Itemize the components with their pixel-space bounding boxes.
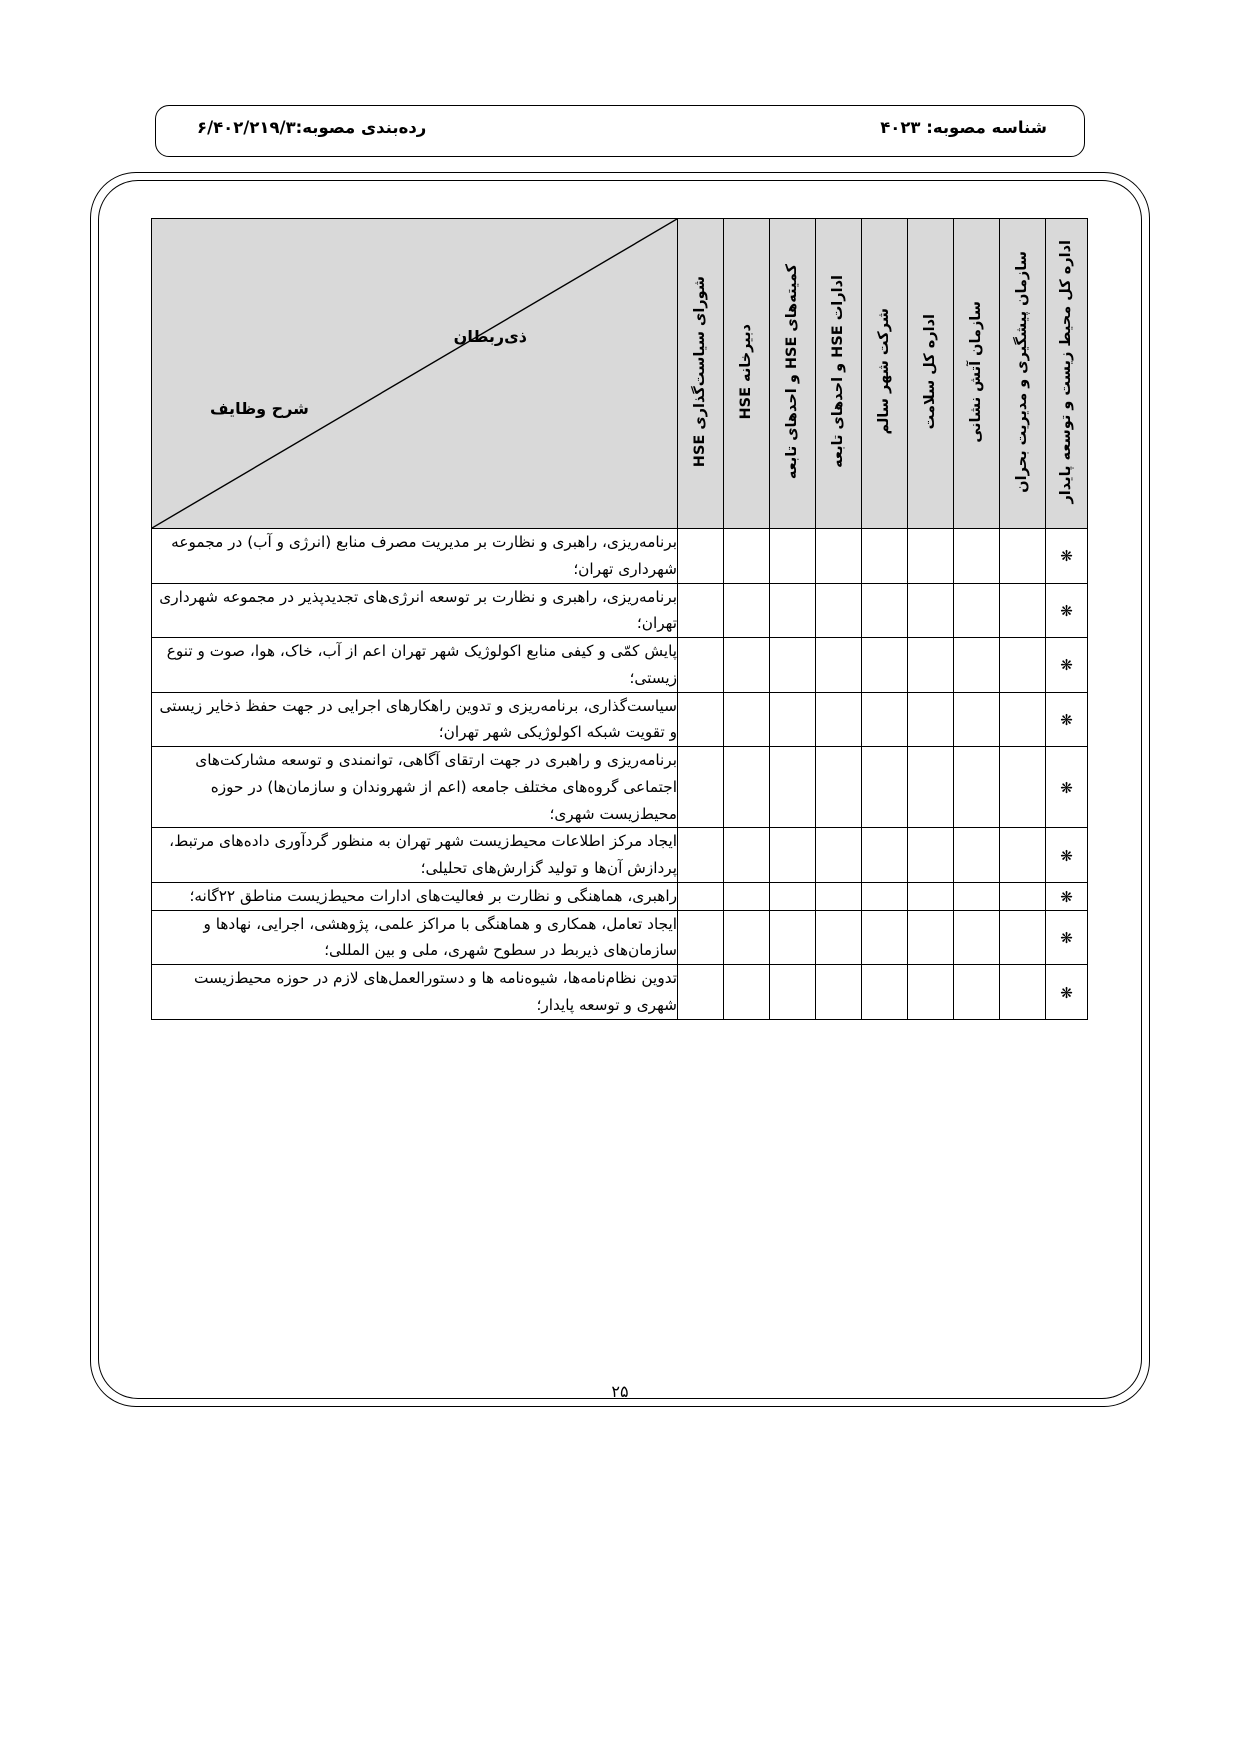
- cell-col_health: [908, 692, 954, 747]
- cell-col_health: [908, 529, 954, 584]
- cell-col_env: [1046, 910, 1088, 965]
- mark-symbol: ❋: [1060, 928, 1073, 947]
- cell-col_health: [908, 828, 954, 883]
- cell-col_crisis: [1000, 747, 1046, 828]
- cell-col_company: [862, 529, 908, 584]
- cell-col_policy_council: [678, 828, 724, 883]
- cell-col_company: [862, 747, 908, 828]
- cell-col_crisis: [1000, 638, 1046, 693]
- cell-col_crisis: [1000, 583, 1046, 638]
- mark-symbol: ❋: [1060, 983, 1073, 1002]
- table-row: [152, 529, 1088, 584]
- column-header-col_crisis: [1000, 219, 1046, 529]
- header-approval-id: شناسه مصوبه: ۴۰۲۳: [880, 118, 1047, 137]
- cell-col_hse_units: [816, 638, 862, 693]
- cell-col_policy_council: [678, 747, 724, 828]
- mark-symbol: ❋: [1060, 656, 1073, 675]
- duties-table-container: [152, 218, 1088, 1020]
- cell-col_policy_council: [678, 692, 724, 747]
- cell-col_hse_units: [816, 529, 862, 584]
- mark-symbol: ❋: [1060, 778, 1073, 797]
- diagonal-divider-icon: [152, 219, 677, 528]
- cell-col_policy_council: [678, 965, 724, 1020]
- duty-description: ایجاد تعامل، همکاری و هماهنگی با مراکز علمی، پژوهشی، اجرایی، نهادها و سازمان‌های ذیربط در سطوح شهری، ملی و بین المللی؛: [152, 910, 678, 965]
- cell-col_hse_secretariat: [724, 638, 770, 693]
- corner-label-stakeholders: ذی‌ربطان: [453, 327, 527, 346]
- cell-col_fire: [954, 529, 1000, 584]
- table-row: [152, 910, 1088, 965]
- cell-col_env: [1046, 882, 1088, 910]
- cell-col_hse_secretariat: [724, 747, 770, 828]
- cell-col_policy_council: [678, 910, 724, 965]
- cell-col_health: [908, 638, 954, 693]
- cell-col_hse_units: [816, 910, 862, 965]
- duty-description: تدوین نظام‌نامه‌ها، شیوه‌نامه ها و دستورالعمل‌های لازم در حوزه محیط‌زیست شهری و توسعه پایدار؛: [152, 965, 678, 1020]
- table-row: [152, 747, 1088, 828]
- cell-col_company: [862, 965, 908, 1020]
- cell-col_crisis: [1000, 692, 1046, 747]
- mark-symbol: ❋: [1060, 710, 1073, 729]
- table-row: [152, 828, 1088, 883]
- cell-col_hse_committees: [770, 692, 816, 747]
- cell-col_policy_council: [678, 583, 724, 638]
- column-header-col_env: [1046, 219, 1088, 529]
- cell-col_company: [862, 882, 908, 910]
- table-row: [152, 692, 1088, 747]
- cell-col_fire: [954, 910, 1000, 965]
- table-head: [152, 219, 1088, 529]
- duty-description: برنامه‌ریزی و راهبری در جهت ارتقای آگاهی، توانمندی و توسعه مشارکت‌های اجتماعی گروه‌های مختلف جامعه (اعم از شهروندان و سازمان‌ها) در حوزه محیط‌زیست شهری؛: [152, 747, 678, 828]
- cell-col_company: [862, 910, 908, 965]
- document-header: [155, 105, 1085, 157]
- column-header-label: اداره کل محیط زیست و توسعه پایدار: [1058, 239, 1075, 504]
- table-row: [152, 882, 1088, 910]
- header-approval-classification: رده‌بندی مصوبه:۶/۴۰۲/۲۱۹/۳: [197, 118, 427, 137]
- cell-col_fire: [954, 828, 1000, 883]
- cell-col_policy_council: [678, 882, 724, 910]
- cell-col_hse_units: [816, 747, 862, 828]
- cell-col_fire: [954, 882, 1000, 910]
- cell-col_fire: [954, 747, 1000, 828]
- cell-col_health: [908, 882, 954, 910]
- cell-col_company: [862, 828, 908, 883]
- mark-symbol: ❋: [1060, 547, 1073, 566]
- column-header-label: سازمان آتش نشانی: [968, 300, 985, 443]
- cell-col_hse_committees: [770, 965, 816, 1020]
- cell-col_env: [1046, 747, 1088, 828]
- cell-col_company: [862, 638, 908, 693]
- cell-col_hse_secretariat: [724, 965, 770, 1020]
- duty-description: سیاست‌گذاری، برنامه‌ریزی و تدوین راهکارهای اجرایی در جهت حفظ ذخایر زیستی و تقویت شبکه اکولوژیکی شهر تهران؛: [152, 692, 678, 747]
- column-header-label: کمیته‌های HSE و احدهای تابعه: [784, 263, 801, 480]
- cell-col_hse_units: [816, 882, 862, 910]
- cell-col_fire: [954, 965, 1000, 1020]
- column-header-label: اداره کل سلامت: [922, 313, 939, 430]
- cell-col_hse_secretariat: [724, 529, 770, 584]
- cell-col_policy_council: [678, 638, 724, 693]
- duty-description: برنامه‌ریزی، راهبری و نظارت بر مدیریت مصرف منابع (انرژی و آب) در مجموعه شهرداری تهران؛: [152, 529, 678, 584]
- duty-description: راهبری، هماهنگی و نظارت بر فعالیت‌های ادارات محیط‌زیست مناطق ۲۲گانه؛: [152, 882, 678, 910]
- cell-col_hse_secretariat: [724, 583, 770, 638]
- cell-col_env: [1046, 828, 1088, 883]
- corner-label-duties: شرح وظایف: [210, 399, 309, 418]
- column-header-label: ادارات HSE و احدهای تابعه: [830, 275, 847, 468]
- cell-col_health: [908, 583, 954, 638]
- cell-col_hse_units: [816, 965, 862, 1020]
- table-header-row: [152, 219, 1088, 529]
- cell-col_hse_secretariat: [724, 882, 770, 910]
- cell-col_hse_secretariat: [724, 910, 770, 965]
- column-header-col_fire: [954, 219, 1000, 529]
- cell-col_crisis: [1000, 882, 1046, 910]
- cell-col_policy_council: [678, 529, 724, 584]
- cell-col_hse_committees: [770, 747, 816, 828]
- column-header-col_policy_council: [678, 219, 724, 529]
- duty-description: ایجاد مرکز اطلاعات محیط‌زیست شهر تهران به منظور گردآوری داده‌های مرتبط، پردازش آن‌ها و تولید گزارش‌های تحلیلی؛: [152, 828, 678, 883]
- cell-col_health: [908, 747, 954, 828]
- cell-col_hse_committees: [770, 583, 816, 638]
- cell-col_hse_committees: [770, 910, 816, 965]
- column-header-col_company: [862, 219, 908, 529]
- mark-symbol: ❋: [1060, 846, 1073, 865]
- duty-description: پایش کمّی و کیفی منابع اکولوژیک شهر تهران اعم از آب، خاک، هوا، صوت و تنوع زیستی؛: [152, 638, 678, 693]
- cell-col_hse_secretariat: [724, 692, 770, 747]
- cell-col_env: [1046, 583, 1088, 638]
- cell-col_hse_committees: [770, 638, 816, 693]
- cell-col_hse_units: [816, 828, 862, 883]
- cell-col_env: [1046, 638, 1088, 693]
- cell-col_company: [862, 692, 908, 747]
- column-header-col_hse_units: [816, 219, 862, 529]
- column-header-col_hse_committees: [770, 219, 816, 529]
- cell-col_fire: [954, 638, 1000, 693]
- column-header-col_health: [908, 219, 954, 529]
- column-header-label: شورای سیاست‌گذاری HSE: [692, 275, 709, 468]
- table-row: [152, 583, 1088, 638]
- mark-symbol: ❋: [1060, 601, 1073, 620]
- cell-col_env: [1046, 965, 1088, 1020]
- cell-col_fire: [954, 583, 1000, 638]
- duties-table: [151, 218, 1088, 1020]
- column-header-col_hse_secretariat: [724, 219, 770, 529]
- page-number: ۲۵: [611, 1382, 629, 1401]
- duty-description: برنامه‌ریزی، راهبری و نظارت بر توسعه انرژی‌های تجدیدپذیر در مجموعه شهرداری تهران؛: [152, 583, 678, 638]
- cell-col_hse_secretariat: [724, 828, 770, 883]
- cell-col_crisis: [1000, 910, 1046, 965]
- column-header-label: شرکت شهر سالم: [876, 308, 893, 435]
- cell-col_hse_committees: [770, 828, 816, 883]
- cell-col_health: [908, 910, 954, 965]
- cell-col_hse_committees: [770, 882, 816, 910]
- table-body: [152, 529, 1088, 1020]
- cell-col_crisis: [1000, 828, 1046, 883]
- column-header-label: دبیرخانه HSE: [738, 323, 755, 420]
- column-header-label: سازمان پیشگیری و مدیریت بحران: [1014, 250, 1031, 493]
- cell-col_crisis: [1000, 529, 1046, 584]
- cell-col_env: [1046, 529, 1088, 584]
- cell-col_hse_committees: [770, 529, 816, 584]
- table-corner-header: [152, 219, 678, 529]
- cell-col_hse_units: [816, 583, 862, 638]
- table-row: [152, 638, 1088, 693]
- cell-col_hse_units: [816, 692, 862, 747]
- cell-col_health: [908, 965, 954, 1020]
- cell-col_company: [862, 583, 908, 638]
- cell-col_env: [1046, 692, 1088, 747]
- cell-col_crisis: [1000, 965, 1046, 1020]
- table-row: [152, 965, 1088, 1020]
- mark-symbol: ❋: [1060, 887, 1073, 906]
- cell-col_fire: [954, 692, 1000, 747]
